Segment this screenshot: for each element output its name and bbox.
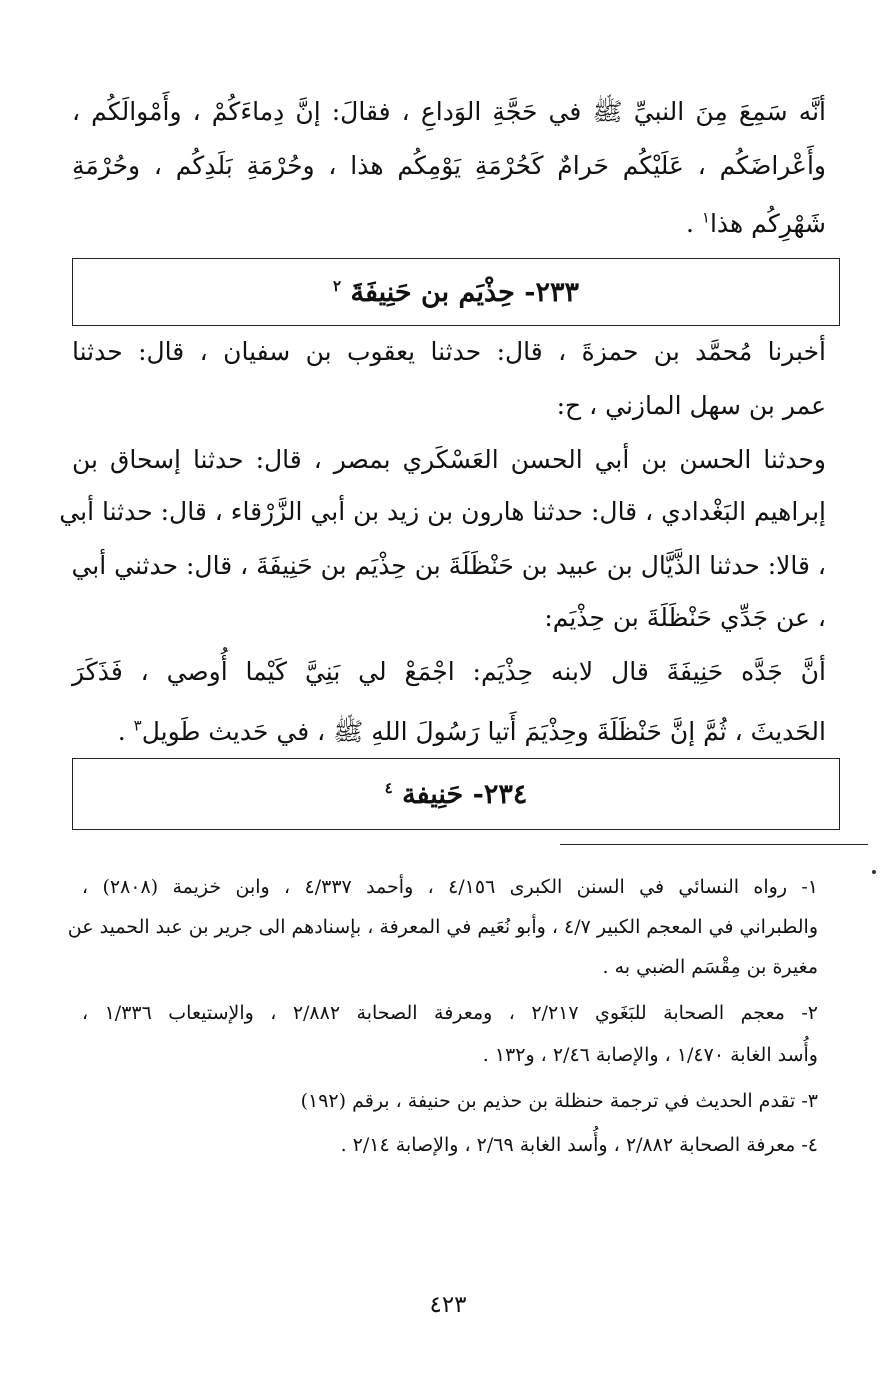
- footnote-separator: [560, 844, 868, 845]
- end-punct: .: [117, 717, 134, 746]
- text-line: وحدثنا الحسن بن أبي الحسن العَسْكَري بمصر ، قال: حدثنا إسحاق بن: [72, 445, 826, 474]
- text-line: ، قالا: حدثنا الذَّيَّال بن عبيد بن حَنْظَلَةَ بن حِذْيَم بن حَنِيفَةَ ، قال: حدثني أبي: [71, 551, 826, 580]
- text-line: إبراهيم البَغْدادي ، قال: حدثنا هارون بن زيد بن أبي الزَّرْقاء ، قال: حدثنا أبي: [59, 497, 826, 526]
- text-fragment: شَهْرِكُم هذا: [709, 209, 826, 238]
- text-line: عمر بن سهل المازني ، ح:: [556, 391, 826, 420]
- scan-speck: [872, 870, 876, 874]
- entry-heading-box: [72, 258, 840, 326]
- entry-heading: [385, 779, 528, 810]
- text-line: وأَعْراضَكُم ، عَلَيْكُم حَرامٌ كَحُرْمَةِ يَوْمِكُم هذا ، وحُرْمَةِ بَلَدِكُم ، وحُرْمَةِ: [72, 151, 826, 180]
- footnote-line: ٣- تقدم الحديث في ترجمة حنظلة بن حذيم بن حنيفة ، برقم (١٩٢): [300, 1090, 818, 1112]
- text-line: ، عن جَدِّي حَنْظَلَةَ بن حِذْيَم:: [544, 603, 826, 632]
- footnote-ref: ١: [701, 208, 710, 227]
- text-line-with-footnote: [72, 712, 826, 752]
- entry-heading-text: ٢٣٤- حَنِيفة: [402, 778, 528, 810]
- footnote-ref: ٢: [333, 276, 342, 295]
- text-line: أنَّه سَمِعَ مِنَ النبيِّ ﷺ في حَجَّةِ الوَداعِ ، فقالَ: إنَّ دِماءَكُمْ ، وأَمْوالَكُم ،: [72, 97, 826, 126]
- footnote-line: ٤- معرفة الصحابة ٢/٨٨٢ ، وأُسد الغابة ٢/٦٩ ، والإصابة ٢/١٤ .: [340, 1134, 818, 1156]
- footnote-line: ٢- معجم الصحابة للبَغَوي ٢/٢١٧ ، ومعرفة الصحابة ٢/٨٨٢ ، والإستيعاب ١/٣٣٦ ،: [82, 1002, 819, 1024]
- text-line: أنَّ جَدَّه حَنِيفَةَ قال لابنه حِذْيَم: اجْمَعْ لي بَنِيَّ كَيْما أُوصي ، فَذَكَرَ: [72, 657, 826, 686]
- entry-heading-text: ٢٣٣- حِذْيَم بن حَنِيفَةَ: [350, 276, 579, 308]
- text-line-with-footnote: [72, 204, 826, 244]
- footnote-ref: ٤: [384, 778, 393, 797]
- footnote-line: وأُسد الغابة ١/٤٧٠ ، والإصابة ٢/٤٦ ، و١٣٢ .: [482, 1044, 818, 1066]
- entry-heading: [333, 277, 579, 308]
- entry-heading-box: [72, 758, 840, 830]
- footnote-line: مغيرة بن مِقْسَم الضبي به .: [602, 956, 818, 978]
- footnote-line: ١- رواه النسائي في السنن الكبرى ٤/١٥٦ ، وأحمد ٤/٣٣٧ ، وابن خزيمة (٢٨٠٨) ،: [82, 876, 818, 898]
- end-punct: .: [686, 209, 702, 238]
- text-line: أخبرنا مُحمَّد بن حمزةَ ، قال: حدثنا يعقوب بن سفيان ، قال: حدثنا: [72, 337, 826, 366]
- page-number: ٤٢٣: [429, 1292, 467, 1318]
- text-fragment: الحَديثَ ، ثُمَّ إنَّ حَنْظَلَةَ وحِذْيَمَ أَتيا رَسُولَ اللهِ ﷺ ، في حَديث طَويل: [141, 717, 826, 746]
- footnote-line: والطبراني في المعجم الكبير ٤/٧ ، وأبو نُعَيم في المعرفة ، بإسنادهم الى جرير بن عبد الحميد عن: [67, 916, 818, 938]
- footnote-ref: ٣: [133, 716, 142, 735]
